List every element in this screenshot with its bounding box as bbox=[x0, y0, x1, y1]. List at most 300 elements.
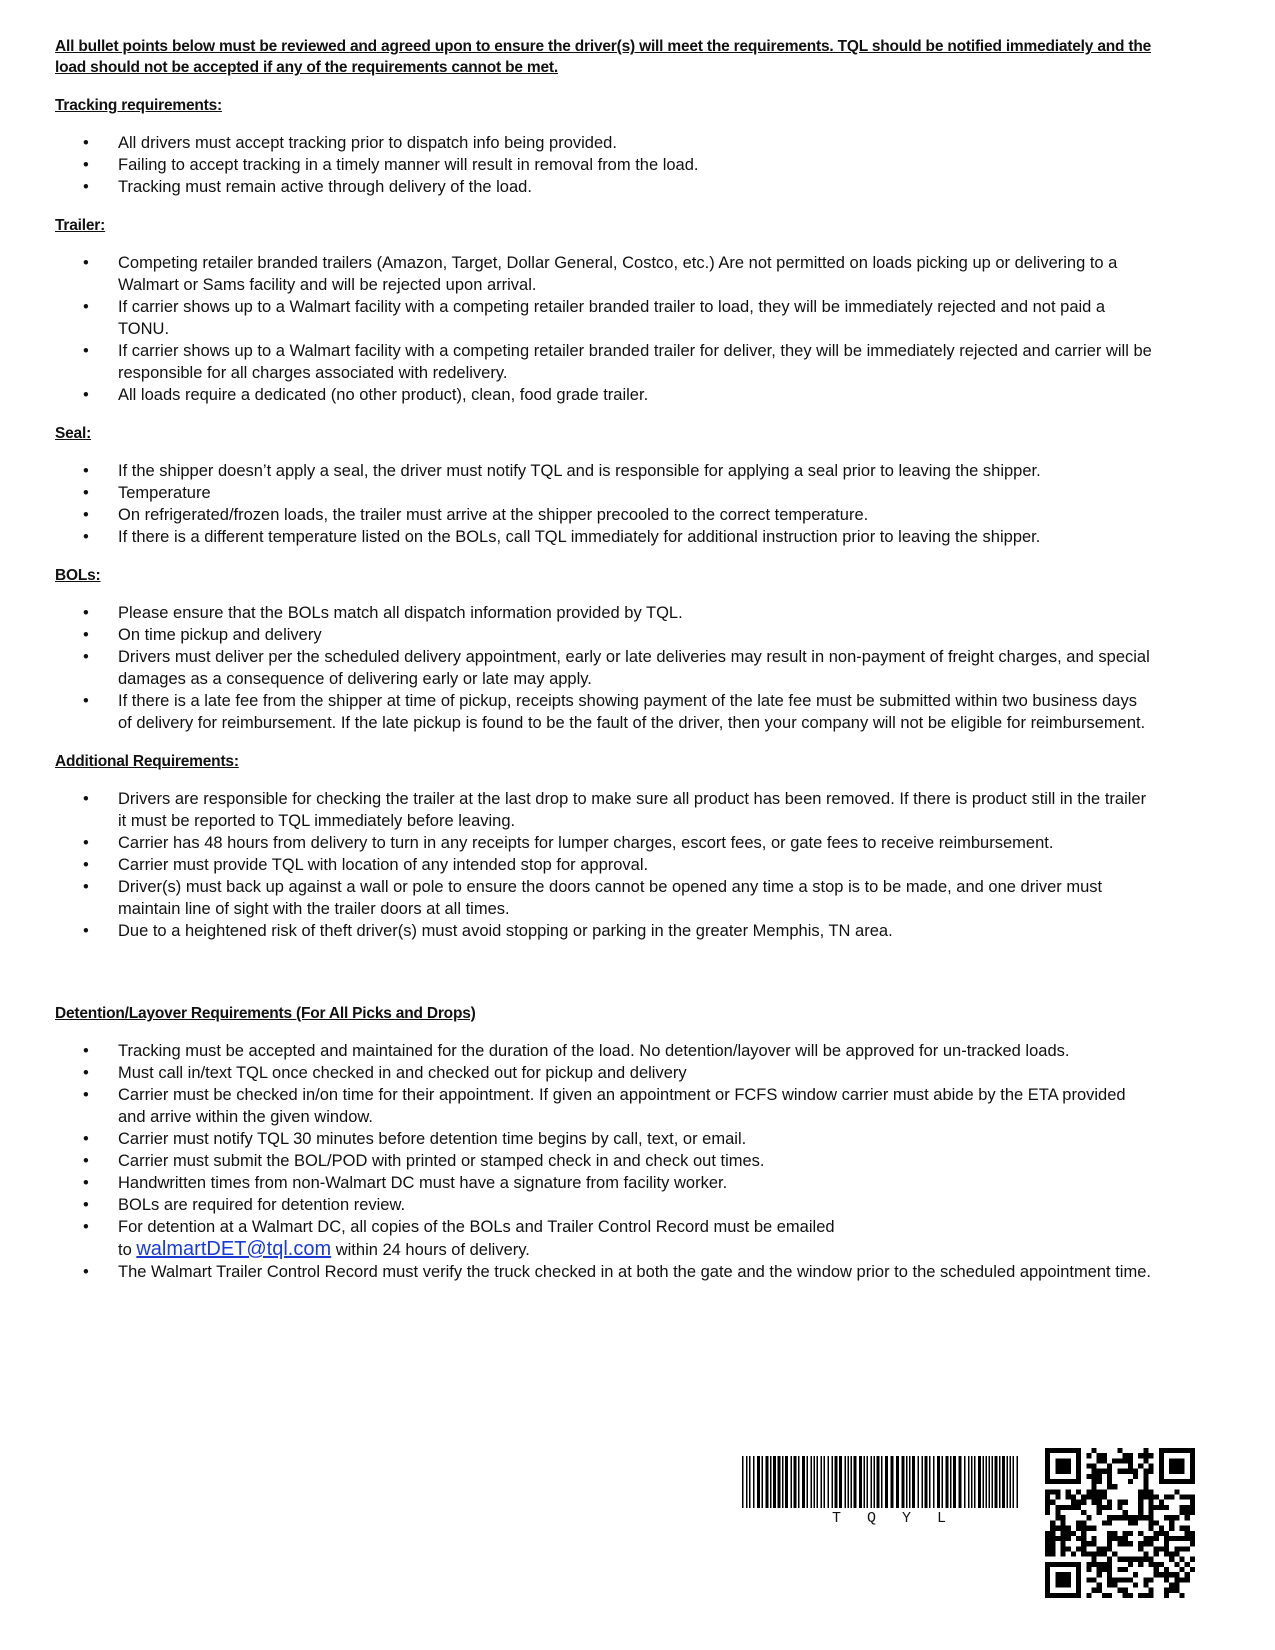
qr-module bbox=[1076, 1489, 1081, 1494]
qr-module bbox=[1123, 1541, 1128, 1546]
bullet-text: Tracking must remain active through delivery of the load. bbox=[118, 178, 532, 196]
barcode-bar bbox=[974, 1456, 976, 1508]
barcode-bar bbox=[1010, 1456, 1012, 1508]
bullet-item bbox=[55, 296, 1180, 340]
qr-module bbox=[1086, 1495, 1091, 1500]
qr-module bbox=[1159, 1572, 1164, 1577]
qr-module bbox=[1138, 1505, 1143, 1510]
qr-module bbox=[1123, 1515, 1128, 1520]
barcode-bar bbox=[902, 1456, 905, 1508]
qr-module bbox=[1066, 1582, 1071, 1587]
qr-module bbox=[1081, 1541, 1086, 1546]
qr-module bbox=[1061, 1526, 1066, 1531]
qr-module bbox=[1061, 1448, 1066, 1453]
bullet-icon: • bbox=[83, 648, 89, 666]
qr-module bbox=[1169, 1588, 1174, 1593]
qr-module bbox=[1143, 1541, 1148, 1546]
qr-module bbox=[1107, 1562, 1112, 1567]
qr-module bbox=[1112, 1577, 1117, 1582]
qr-module bbox=[1081, 1536, 1086, 1541]
qr-module bbox=[1138, 1593, 1143, 1598]
barcode-bar bbox=[1007, 1456, 1009, 1508]
barcode-bar bbox=[874, 1456, 876, 1508]
qr-module bbox=[1061, 1541, 1066, 1546]
barcode-bar bbox=[1002, 1456, 1005, 1508]
qr-module bbox=[1190, 1505, 1195, 1510]
barcode-bar bbox=[909, 1456, 911, 1508]
bullet-icon: • bbox=[83, 1064, 89, 1082]
qr-module bbox=[1185, 1546, 1190, 1551]
barcode-bar bbox=[798, 1456, 800, 1508]
qr-module bbox=[1164, 1495, 1169, 1500]
qr-module bbox=[1179, 1495, 1184, 1500]
section-heading: BOLs: bbox=[55, 567, 101, 584]
qr-module bbox=[1097, 1489, 1102, 1494]
qr-module bbox=[1190, 1469, 1195, 1474]
bullet-icon: • bbox=[83, 528, 89, 546]
qr-module bbox=[1128, 1520, 1133, 1525]
qr-module bbox=[1097, 1510, 1102, 1515]
qr-module bbox=[1169, 1520, 1174, 1525]
qr-module bbox=[1045, 1474, 1050, 1479]
qr-module bbox=[1050, 1448, 1055, 1453]
bullet-icon: • bbox=[83, 1174, 89, 1192]
barcode-bar bbox=[791, 1456, 793, 1508]
qr-module bbox=[1190, 1464, 1195, 1469]
qr-module bbox=[1169, 1495, 1174, 1500]
qr-module bbox=[1076, 1526, 1081, 1531]
barcode-bar bbox=[971, 1456, 973, 1508]
qr-module bbox=[1190, 1536, 1195, 1541]
qr-module bbox=[1117, 1567, 1122, 1572]
qr-module bbox=[1092, 1464, 1097, 1469]
qr-module bbox=[1055, 1505, 1060, 1510]
qr-module bbox=[1123, 1510, 1128, 1515]
qr-module bbox=[1066, 1489, 1071, 1494]
qr-module bbox=[1117, 1469, 1122, 1474]
barcode-bar bbox=[912, 1456, 915, 1508]
section-0 bbox=[55, 96, 1235, 198]
qr-module bbox=[1076, 1582, 1081, 1587]
barcode-bar bbox=[891, 1456, 894, 1508]
qr-module bbox=[1148, 1453, 1153, 1458]
barcode-bar bbox=[877, 1456, 880, 1508]
qr-module bbox=[1133, 1520, 1138, 1525]
qr-module bbox=[1097, 1572, 1102, 1577]
qr-module bbox=[1045, 1495, 1050, 1500]
qr-module bbox=[1045, 1469, 1050, 1474]
bullet-text: If there is a different temperature listed on the BOLs, call TQL immediately for additional instruction prior to leaving the shipper. bbox=[118, 528, 1041, 546]
bullet-item bbox=[55, 176, 1180, 198]
qr-module bbox=[1138, 1495, 1143, 1500]
qr-module bbox=[1107, 1505, 1112, 1510]
qr-module bbox=[1185, 1577, 1190, 1582]
barcode-bar bbox=[814, 1456, 816, 1508]
qr-module bbox=[1045, 1505, 1050, 1510]
qr-module bbox=[1102, 1453, 1107, 1458]
qr-module bbox=[1092, 1526, 1097, 1531]
qr-module bbox=[1148, 1562, 1153, 1567]
qr-module bbox=[1102, 1458, 1107, 1463]
qr-module bbox=[1133, 1557, 1138, 1562]
barcode-bar bbox=[937, 1456, 940, 1508]
qr-module bbox=[1190, 1500, 1195, 1505]
bullet-text: If the shipper doesn’t apply a seal, the driver must notify TQL and is responsible for applying a seal prior to leaving the shipper. bbox=[118, 462, 1041, 480]
qr-module bbox=[1117, 1458, 1122, 1463]
qr-module bbox=[1092, 1484, 1097, 1489]
qr-module bbox=[1112, 1582, 1117, 1587]
qr-module bbox=[1164, 1505, 1169, 1510]
bullet-text: Failing to accept tracking in a timely manner will result in removal from the load. bbox=[118, 156, 699, 174]
qr-module bbox=[1071, 1505, 1076, 1510]
barcode-bar bbox=[848, 1456, 850, 1508]
qr-module bbox=[1092, 1557, 1097, 1562]
qr-module bbox=[1061, 1546, 1066, 1551]
barcode-bar bbox=[964, 1456, 966, 1508]
barcode-bars bbox=[742, 1456, 1022, 1508]
barcode-bar bbox=[746, 1456, 748, 1508]
qr-module bbox=[1076, 1562, 1081, 1567]
qr-module bbox=[1143, 1593, 1148, 1598]
qr-module bbox=[1086, 1577, 1091, 1582]
qr-module bbox=[1138, 1453, 1143, 1458]
bullet-item bbox=[55, 340, 1180, 384]
barcode-bar bbox=[933, 1456, 935, 1508]
qr-module bbox=[1107, 1536, 1112, 1541]
barcode-bar bbox=[968, 1456, 970, 1508]
bullet-icon: • bbox=[83, 692, 89, 710]
qr-module bbox=[1086, 1489, 1091, 1494]
qr-module bbox=[1169, 1572, 1174, 1577]
qr-module bbox=[1159, 1500, 1164, 1505]
barcode-bar bbox=[821, 1456, 823, 1508]
qr-module bbox=[1097, 1582, 1102, 1587]
qr-module bbox=[1185, 1479, 1190, 1484]
bullet-text: Carrier must provide TQL with location of any intended stop for approval. bbox=[118, 856, 649, 874]
qr-module bbox=[1123, 1536, 1128, 1541]
bullet-item bbox=[55, 854, 1180, 876]
barcode-bar bbox=[851, 1456, 853, 1508]
qr-module bbox=[1076, 1593, 1081, 1598]
qr-module bbox=[1050, 1531, 1055, 1536]
qr-module bbox=[1071, 1479, 1076, 1484]
qr-module bbox=[1143, 1453, 1148, 1458]
qr-module bbox=[1148, 1469, 1153, 1474]
bullet-icon: • bbox=[83, 484, 89, 502]
qr-module bbox=[1143, 1484, 1148, 1489]
qr-module bbox=[1081, 1551, 1086, 1556]
qr-module bbox=[1123, 1531, 1128, 1536]
qr-module bbox=[1076, 1500, 1081, 1505]
qr-module bbox=[1050, 1526, 1055, 1531]
qr-module bbox=[1102, 1495, 1107, 1500]
qr-module bbox=[1179, 1557, 1184, 1562]
qr-module bbox=[1123, 1557, 1128, 1562]
qr-module bbox=[1185, 1448, 1190, 1453]
bullet-list bbox=[55, 132, 1235, 198]
bullet-text: On refrigerated/frozen loads, the trailer must arrive at the shipper precooled to the correct temperature. bbox=[118, 506, 869, 524]
qr-module bbox=[1086, 1593, 1091, 1598]
qr-module bbox=[1045, 1479, 1050, 1484]
bullet-icon: • bbox=[83, 178, 89, 196]
qr-module bbox=[1138, 1464, 1143, 1469]
qr-module bbox=[1107, 1531, 1112, 1536]
qr-module bbox=[1179, 1577, 1184, 1582]
qr-module bbox=[1055, 1526, 1060, 1531]
qr-module bbox=[1190, 1448, 1195, 1453]
qr-module bbox=[1092, 1536, 1097, 1541]
qr-module bbox=[1164, 1531, 1169, 1536]
qr-module bbox=[1081, 1495, 1086, 1500]
bullet-icon: • bbox=[83, 298, 89, 316]
qr-module bbox=[1174, 1546, 1179, 1551]
qr-module bbox=[1061, 1551, 1066, 1556]
qr-module bbox=[1174, 1588, 1179, 1593]
qr-module bbox=[1133, 1469, 1138, 1474]
qr-module bbox=[1123, 1567, 1128, 1572]
qr-module bbox=[1061, 1562, 1066, 1567]
qr-module bbox=[1102, 1551, 1107, 1556]
qr-module bbox=[1045, 1448, 1050, 1453]
barcode-bar bbox=[925, 1456, 928, 1508]
qr-module bbox=[1102, 1593, 1107, 1598]
qr-module bbox=[1107, 1464, 1112, 1469]
barcode-bar bbox=[871, 1456, 873, 1508]
qr-module bbox=[1164, 1567, 1169, 1572]
section-heading: Seal: bbox=[55, 425, 92, 442]
bullet-item bbox=[55, 920, 1180, 942]
qr-module bbox=[1179, 1593, 1184, 1598]
qr-module bbox=[1092, 1577, 1097, 1582]
bullet-item bbox=[55, 1062, 1180, 1084]
qr-module bbox=[1045, 1458, 1050, 1463]
qr-module bbox=[1092, 1489, 1097, 1494]
qr-module bbox=[1055, 1593, 1060, 1598]
bullet-item bbox=[55, 1216, 1180, 1261]
qr-module bbox=[1045, 1510, 1050, 1515]
qr-module bbox=[1143, 1551, 1148, 1556]
qr-module bbox=[1169, 1582, 1174, 1587]
qr-module bbox=[1086, 1562, 1091, 1567]
qr-module bbox=[1055, 1479, 1060, 1484]
barcode-bar bbox=[757, 1456, 760, 1508]
barcode-bar bbox=[986, 1456, 988, 1508]
section-2 bbox=[55, 424, 1235, 548]
qr-module bbox=[1066, 1577, 1071, 1582]
qr-module bbox=[1112, 1515, 1117, 1520]
qr-module bbox=[1050, 1479, 1055, 1484]
qr-module bbox=[1128, 1453, 1133, 1458]
bullet-text: All loads require a dedicated (no other product), clean, food grade trailer. bbox=[118, 386, 649, 404]
qr-module bbox=[1123, 1577, 1128, 1582]
qr-module bbox=[1128, 1464, 1133, 1469]
qr-module bbox=[1174, 1479, 1179, 1484]
qr-module bbox=[1143, 1495, 1148, 1500]
barcode-bar bbox=[807, 1456, 809, 1508]
qr-module bbox=[1128, 1593, 1133, 1598]
qr-module bbox=[1133, 1515, 1138, 1520]
qr-module bbox=[1190, 1453, 1195, 1458]
qr-module bbox=[1071, 1448, 1076, 1453]
bullet-text: Temperature bbox=[118, 484, 211, 502]
qr-module bbox=[1097, 1458, 1102, 1463]
qr-module bbox=[1148, 1520, 1153, 1525]
qr-module bbox=[1086, 1515, 1091, 1520]
qr-module bbox=[1159, 1562, 1164, 1567]
qr-module bbox=[1143, 1458, 1148, 1463]
bullet-item bbox=[55, 876, 1180, 920]
qr-module bbox=[1061, 1458, 1066, 1463]
qr-module bbox=[1159, 1469, 1164, 1474]
qr-module bbox=[1154, 1536, 1159, 1541]
qr-module bbox=[1092, 1588, 1097, 1593]
qr-module bbox=[1055, 1495, 1060, 1500]
qr-module bbox=[1179, 1536, 1184, 1541]
barcode-bar bbox=[864, 1456, 866, 1508]
qr-module bbox=[1159, 1479, 1164, 1484]
qr-module bbox=[1066, 1448, 1071, 1453]
qr-module bbox=[1086, 1541, 1091, 1546]
qr-module bbox=[1112, 1458, 1117, 1463]
qr-module bbox=[1143, 1515, 1148, 1520]
bullet-item bbox=[55, 252, 1180, 296]
qr-module bbox=[1169, 1458, 1174, 1463]
qr-module bbox=[1061, 1593, 1066, 1598]
qr-module bbox=[1076, 1505, 1081, 1510]
qr-module bbox=[1066, 1546, 1071, 1551]
qr-module bbox=[1159, 1458, 1164, 1463]
qr-module bbox=[1190, 1557, 1195, 1562]
qr-module bbox=[1045, 1577, 1050, 1582]
qr-module bbox=[1143, 1479, 1148, 1484]
qr-module bbox=[1123, 1588, 1128, 1593]
qr-module bbox=[1169, 1536, 1174, 1541]
bullet-icon: • bbox=[83, 626, 89, 644]
qr-module bbox=[1066, 1458, 1071, 1463]
qr-module bbox=[1174, 1515, 1179, 1520]
qr-module bbox=[1045, 1551, 1050, 1556]
barcode-bar bbox=[742, 1456, 744, 1508]
qr-module bbox=[1143, 1536, 1148, 1541]
qr-module bbox=[1081, 1500, 1086, 1505]
qr-module bbox=[1148, 1588, 1153, 1593]
bullet-text: Competing retailer branded trailers (Amazon, Target, Dollar General, Costco, etc.) Are not permitted on loads picking up or delivering to a Walmart or Sams facility and will be rejected upon arrival. bbox=[118, 254, 1118, 294]
bullet-text: If carrier shows up to a Walmart facility with a competing retailer branded trailer to load, they will be immediately rejected and not paid a TONU. bbox=[118, 298, 1106, 338]
bullet-text: Due to a heightened risk of theft driver(s) must avoid stopping or parking in the greater Memphis, TN area. bbox=[118, 922, 893, 940]
bullet-text: Drivers must deliver per the scheduled delivery appointment, early or late deliveries may result in non-payment of freight charges, and special damages as a consequence of delivering early or late may apply. bbox=[118, 648, 1150, 688]
qr-module bbox=[1133, 1474, 1138, 1479]
qr-module bbox=[1092, 1469, 1097, 1474]
qr-module bbox=[1045, 1562, 1050, 1567]
bullet-text: If carrier shows up to a Walmart facility with a competing retailer branded trailer for deliver, they will be immediately rejected and carrier will be responsible for all charges associated with redelivery. bbox=[118, 342, 1152, 382]
bullet-text: If there is a late fee from the shipper at time of pickup, receipts showing payment of the late fee must be submitted within two business days of delivery for reimbursement. If the late pickup is found to be the fault of the driver, then your company will not be eligible for reimbursement. bbox=[118, 692, 1146, 732]
qr-module bbox=[1190, 1510, 1195, 1515]
bullet-item bbox=[55, 1150, 1180, 1172]
bullet-text: Carrier has 48 hours from delivery to turn in any receipts for lumper charges, escort fees, or gate fees to receive reimbursement. bbox=[118, 834, 1054, 852]
bullet-icon: • bbox=[83, 1042, 89, 1060]
qr-module bbox=[1061, 1464, 1066, 1469]
barcode-bar bbox=[922, 1456, 924, 1508]
qr-module bbox=[1154, 1531, 1159, 1536]
qr-module bbox=[1086, 1464, 1091, 1469]
qr-module bbox=[1138, 1500, 1143, 1505]
qr-module bbox=[1102, 1489, 1107, 1494]
qr-module bbox=[1107, 1567, 1112, 1572]
barcode-bar bbox=[983, 1456, 985, 1508]
qr-module bbox=[1061, 1515, 1066, 1520]
bullet-icon: • bbox=[83, 156, 89, 174]
qr-module bbox=[1133, 1572, 1138, 1577]
qr-module bbox=[1174, 1562, 1179, 1567]
barcode-bar bbox=[953, 1456, 956, 1508]
qr-module bbox=[1179, 1464, 1184, 1469]
qr-module bbox=[1045, 1593, 1050, 1598]
bullet-icon: • bbox=[83, 1218, 89, 1236]
qr-module bbox=[1050, 1536, 1055, 1541]
qr-module bbox=[1148, 1495, 1153, 1500]
qr-module bbox=[1092, 1500, 1097, 1505]
qr-module bbox=[1055, 1577, 1060, 1582]
qr-module bbox=[1055, 1562, 1060, 1567]
qr-module bbox=[1174, 1536, 1179, 1541]
qr-module bbox=[1097, 1562, 1102, 1567]
qr-module bbox=[1159, 1453, 1164, 1458]
barcode-bar bbox=[929, 1456, 931, 1508]
qr-module bbox=[1154, 1551, 1159, 1556]
qr-module bbox=[1055, 1582, 1060, 1587]
qr-module bbox=[1107, 1484, 1112, 1489]
bullet-text: Must call in/text TQL once checked in and checked out for pickup and delivery bbox=[118, 1064, 687, 1082]
bullet-icon: • bbox=[83, 878, 89, 896]
bullet-item bbox=[55, 482, 1180, 504]
qr-module bbox=[1055, 1572, 1060, 1577]
qr-module bbox=[1174, 1582, 1179, 1587]
qr-module bbox=[1097, 1567, 1102, 1572]
qr-module bbox=[1045, 1567, 1050, 1572]
section-heading: Trailer: bbox=[55, 217, 106, 234]
barcode-bar bbox=[835, 1456, 838, 1508]
email-suffix: within 24 hours of delivery. bbox=[331, 1241, 530, 1259]
qr-module bbox=[1107, 1577, 1112, 1582]
section-heading: Tracking requirements: bbox=[55, 97, 223, 114]
qr-module bbox=[1081, 1510, 1086, 1515]
qr-module bbox=[1050, 1489, 1055, 1494]
qr-module bbox=[1066, 1505, 1071, 1510]
barcode-bar bbox=[828, 1456, 830, 1508]
qr-module bbox=[1081, 1520, 1086, 1525]
qr-module bbox=[1164, 1448, 1169, 1453]
bullet-item bbox=[55, 602, 1180, 624]
qr-module bbox=[1107, 1520, 1112, 1525]
qr-module bbox=[1159, 1546, 1164, 1551]
bullet-text: Handwritten times from non-Walmart DC must have a signature from facility worker. bbox=[118, 1174, 728, 1192]
qr-module bbox=[1045, 1546, 1050, 1551]
qr-module bbox=[1092, 1474, 1097, 1479]
qr-module bbox=[1112, 1536, 1117, 1541]
qr-module bbox=[1179, 1479, 1184, 1484]
bullet-text: The Walmart Trailer Control Record must verify the truck checked in at both the gate and the window prior to the scheduled appointment time. bbox=[118, 1263, 1151, 1281]
barcode-bar bbox=[989, 1456, 991, 1508]
bullet-icon: • bbox=[83, 386, 89, 404]
qr-module bbox=[1164, 1515, 1169, 1520]
bullet-item bbox=[55, 690, 1180, 734]
qr-module bbox=[1148, 1593, 1153, 1598]
qr-module bbox=[1050, 1593, 1055, 1598]
email-link[interactable]: walmartDET@tql.com bbox=[136, 1238, 332, 1260]
qr-module bbox=[1086, 1526, 1091, 1531]
qr-module bbox=[1076, 1588, 1081, 1593]
qr-module bbox=[1154, 1572, 1159, 1577]
